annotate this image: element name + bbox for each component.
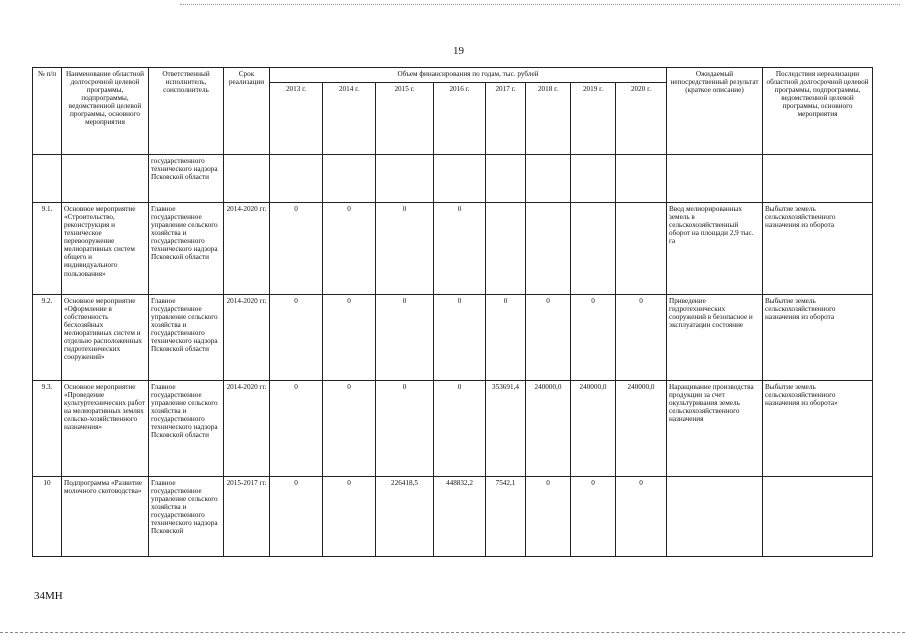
value-cell: 0 (526, 477, 571, 557)
header-year: 2016 г. (434, 83, 486, 155)
value-cell: 0 (323, 381, 376, 477)
term-cell: 2014-2020 гг. (224, 381, 270, 477)
value-cell (571, 203, 616, 295)
header-year: 2019 г. (571, 83, 616, 155)
value-cell: 0 (270, 203, 323, 295)
result-cell: Приведение гидротехнических сооружений в безопасное и эксплуатации состояние (667, 295, 763, 381)
header-year: 2018 г. (526, 83, 571, 155)
value-cell (486, 203, 526, 295)
value-cell: 0 (270, 295, 323, 381)
value-cell: 0 (434, 381, 486, 477)
value-cell: 0 (270, 381, 323, 477)
measure-name: Основное мероприятие «Проведение культуртехнических работ на мелиоративных землях сельско-хозяйственного назначения» (62, 381, 149, 477)
value-cell: 0 (486, 295, 526, 381)
page-number: 19 (453, 45, 464, 57)
value-cell: 0 (526, 295, 571, 381)
table-row (33, 477, 873, 557)
value-cell: 0 (616, 295, 667, 381)
term-cell: 2014-2020 гг. (224, 203, 270, 295)
scan-artifact-bottom (0, 632, 905, 634)
header-no: № п/п (33, 68, 62, 155)
row-number: 9.2. (33, 295, 62, 381)
header-name: Наименование областной долгосрочной целевой программы, подпрограммы, ведомственной целевой программы, основного мероприятия (62, 68, 149, 155)
measure-name: Основное мероприятие «Строительство, реконструкция и техническое перевооружение мелиоративных систем общего и индивидуального пользования» (62, 203, 149, 295)
table-row (33, 295, 873, 381)
footer-code: 34МН (34, 590, 63, 602)
executor-cell: Главное государственное управление сельского хозяйства и государственного технического надзора Псковской (149, 477, 224, 557)
value-cell: 0 (270, 477, 323, 557)
value-cell: 226418,5 (376, 477, 434, 557)
value-cell: 7542,1 (486, 477, 526, 557)
value-cell: 0 (323, 477, 376, 557)
value-cell: 353691,4 (486, 381, 526, 477)
value-cell: 448832,2 (434, 477, 486, 557)
header-consequences: Последствия нереализации областной долгосрочной целевой программы, подпрограммы, ведомственной целевой программы, основного мероприятия (763, 68, 873, 155)
value-cell: 0 (323, 203, 376, 295)
header-year: 2020 г. (616, 83, 667, 155)
measure-name: Основное мероприятие «Оформление в собственность бесхозяйных мелиоративных систем и отдельно расположенных гидротехнических сооружений» (62, 295, 149, 381)
header-year: 2015 г. (376, 83, 434, 155)
consequences-cell (763, 477, 873, 557)
header-funding: Объем финансирования по годам, тыс. рублей (270, 68, 667, 83)
value-cell: 0 (323, 295, 376, 381)
row-number: 9.3. (33, 381, 62, 477)
header-term: Срок реализации (224, 68, 270, 155)
value-cell: 0 (434, 295, 486, 381)
header-year: 2017 г. (486, 83, 526, 155)
consequences-cell: Выбытие земель сельскохозяйственного назначения из оборота (763, 203, 873, 295)
value-cell: 0 (376, 203, 434, 295)
result-cell (667, 477, 763, 557)
value-cell: 0 (434, 203, 486, 295)
value-cell: 0 (376, 381, 434, 477)
header-result: Ожидаемый непосредственный результат (краткое описание) (667, 68, 763, 155)
measure-name: Подпрограмма «Развитие молочного скотоводства» (62, 477, 149, 557)
executor-cell: Главное государственное управление сельского хозяйства и государственного технического надзора Псковской области (149, 381, 224, 477)
table-row (33, 203, 873, 295)
consequences-cell: Выбытие земель сельскохозяйственного назначения из оборота» (763, 381, 873, 477)
value-cell: 0 (376, 295, 434, 381)
header-year: 2014 г. (323, 83, 376, 155)
header-year: 2013 г. (270, 83, 323, 155)
program-table (32, 67, 873, 557)
value-cell: 240000,0 (571, 381, 616, 477)
scan-artifact-top (180, 4, 900, 6)
row-number: 10 (33, 477, 62, 557)
row-number: 9.1. (33, 203, 62, 295)
value-cell (616, 203, 667, 295)
executor-cell: государственного технического надзора Псковской области (149, 155, 224, 203)
value-cell: 0 (571, 477, 616, 557)
header-executor: Ответственный исполнитель, соисполнитель (149, 68, 224, 155)
executor-cell: Главное государственное управление сельского хозяйства и государственного технического надзора Псковской области (149, 295, 224, 381)
result-cell: Наращивание производства продукции за счет окультуривания земель сельскохозяйственного назначения (667, 381, 763, 477)
table-row (33, 381, 873, 477)
executor-cell: Главное государственное управление сельского хозяйства и государственного технического надзора Псковской области (149, 203, 224, 295)
table-row-continuation (33, 155, 873, 203)
value-cell: 240000,0 (616, 381, 667, 477)
value-cell (526, 203, 571, 295)
value-cell: 0 (571, 295, 616, 381)
value-cell: 240000,0 (526, 381, 571, 477)
result-cell: Ввод мелиорированных земель в сельскохозяйственный оборот на площади 2,9 тыс. га (667, 203, 763, 295)
term-cell: 2014-2020 гг. (224, 295, 270, 381)
value-cell: 0 (616, 477, 667, 557)
term-cell: 2015-2017 гг. (224, 477, 270, 557)
consequences-cell: Выбытие земель сельскохозяйственного назначения из оборота (763, 295, 873, 381)
